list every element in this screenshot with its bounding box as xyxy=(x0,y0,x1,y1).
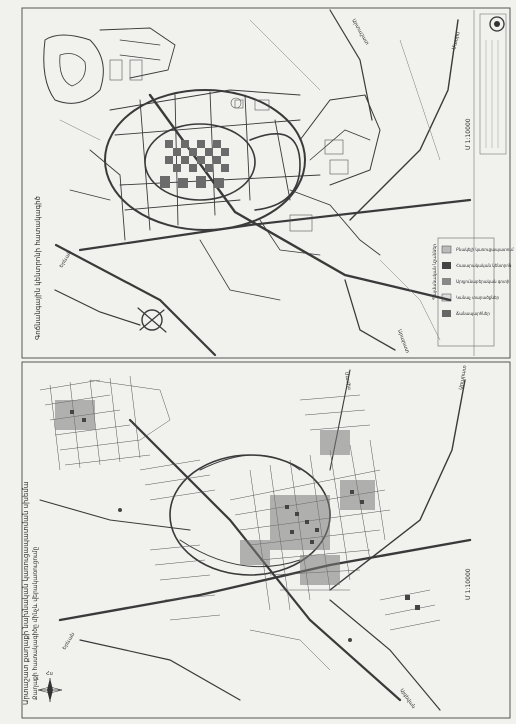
top-road-label: Մասիս xyxy=(451,31,462,51)
bottom-map-scale: Մ 1:10000 xyxy=(465,568,472,600)
legend-item: Ճանապարհներ xyxy=(456,311,490,316)
legend-item: Հասարակական կենտրոն xyxy=(456,263,512,268)
bottom-road-label: Երևան xyxy=(61,631,77,651)
top-map-title: Գոճնանգային կենտրոնի հատակագիծ xyxy=(34,196,42,340)
bottom-road-label: Մասիս xyxy=(343,371,353,391)
legend-item: Բնակելի կառուցապատում xyxy=(456,247,514,252)
bottom-map-subtitle: Քաղաքի հատակագիծը մինչև վերակառուցումը xyxy=(32,546,39,700)
legend-item: Արդյունաբերական գոտի xyxy=(456,279,510,284)
legend-swatch xyxy=(442,310,451,317)
legend-caption: Պայմանական նշաններ xyxy=(433,243,438,300)
bottom-map-title: Արտաշատ քաղաքի նախնական կառուցապատման սխեմա xyxy=(22,481,30,705)
bottom-road-label: Այգեվան xyxy=(398,687,417,710)
legend-swatch xyxy=(442,262,451,269)
top-road-label: Արտաշատ xyxy=(350,18,370,47)
bottom-road-label: Արարատ xyxy=(458,364,469,391)
compass-label: Հս xyxy=(46,671,53,677)
legend-swatch xyxy=(442,246,451,253)
legend-swatch xyxy=(442,278,451,285)
top-road-label: Արարատ xyxy=(396,328,411,354)
top-map-scale: Մ 1:10000 xyxy=(465,118,472,150)
legend-item: Կանաչ տարածքներ xyxy=(456,295,500,300)
top-road-label: Երևան xyxy=(58,249,74,269)
